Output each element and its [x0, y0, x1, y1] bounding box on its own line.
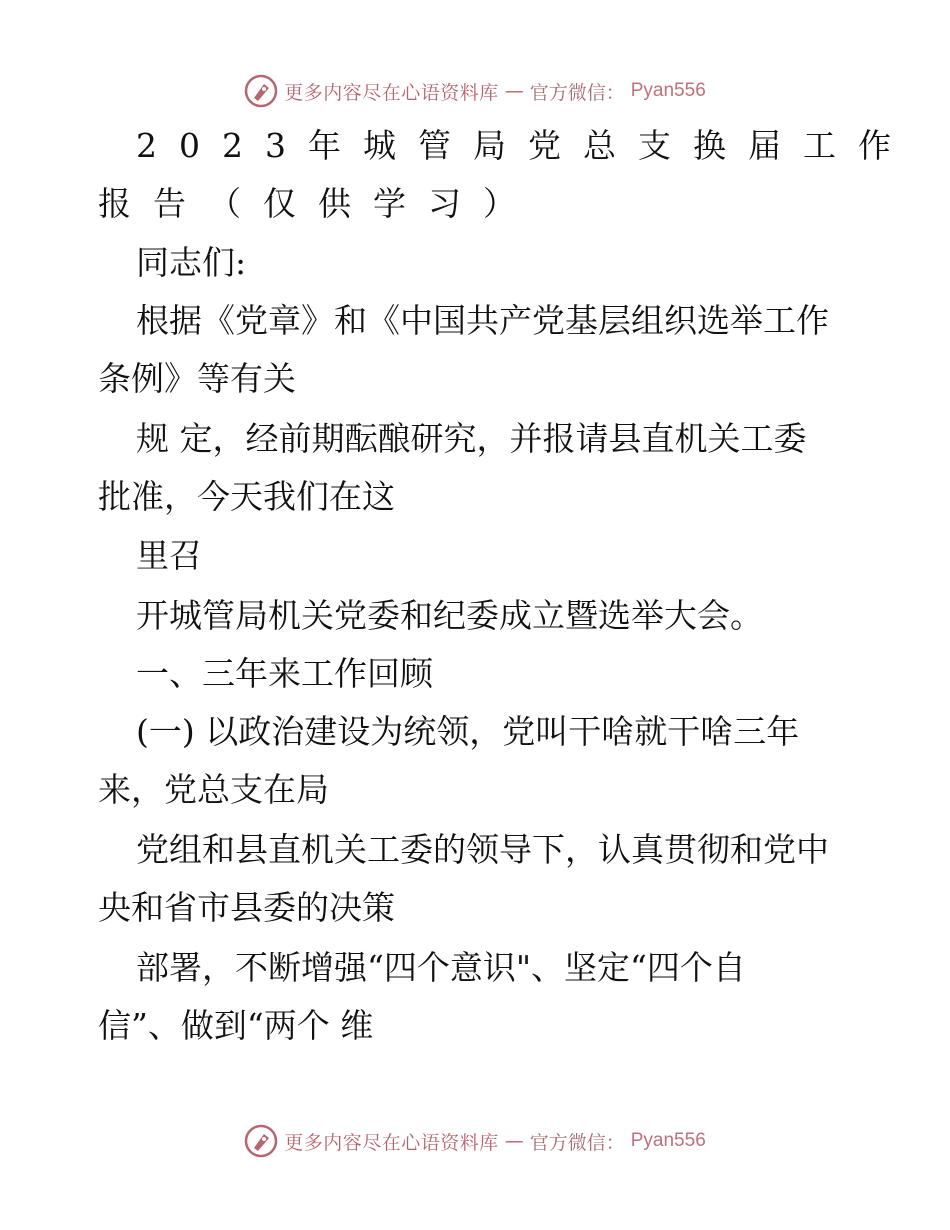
watermark-handle: Pyan556	[630, 80, 706, 101]
watermark-header	[0, 71, 950, 111]
watermark-brand-text: 更多内容尽在心语资料库	[284, 81, 499, 104]
paragraph-line: 批准，今天我们在这	[98, 477, 395, 516]
pen-nib-logo-icon	[244, 74, 278, 108]
paragraph-line: 信”、做到“两个 维	[98, 1006, 374, 1045]
paragraph-line: 部署，不断增强“四个意识"、坚定“四个自	[136, 948, 746, 987]
watermark-footer	[0, 1121, 950, 1161]
paragraph-line: 来，党总支在局	[98, 770, 329, 809]
section-heading: 一、三年来工作回顾	[136, 654, 433, 693]
document-title-line-2: 报告（仅供学习）	[98, 184, 538, 223]
watermark-handle: Pyan556	[630, 1130, 706, 1151]
paragraph-line: 党组和县直机关工委的领导下，认真贯彻和党中	[136, 830, 829, 869]
paragraph-line: 里召	[136, 536, 202, 575]
paragraph-line: (一) 以政治建设为统领，党叫干啥就干啥三年	[136, 712, 800, 751]
paragraph-line: 根据《党章》和《中国共产党基层组织选举工作	[136, 301, 829, 340]
watermark-label: 官方微信：	[529, 1131, 625, 1154]
paragraph-line: 开城管局机关党委和纪委成立暨选举大会。	[136, 596, 763, 635]
paragraph-line: 条例》等有关	[98, 359, 296, 398]
document-title-line-1: 2023年城管局党总支换届工作	[136, 126, 913, 165]
watermark-separator: —	[504, 1130, 524, 1152]
paragraph-line: 同志们:	[136, 243, 247, 282]
paragraph-line: 央和省市县委的决策	[98, 888, 395, 927]
watermark-brand-text: 更多内容尽在心语资料库	[284, 1131, 499, 1154]
paragraph-line: 规 定，经前期酝酿研究，并报请县直机关工委	[136, 419, 807, 458]
watermark-label: 官方微信：	[529, 81, 625, 104]
pen-nib-logo-icon	[244, 1124, 278, 1158]
watermark-separator: —	[504, 80, 524, 102]
